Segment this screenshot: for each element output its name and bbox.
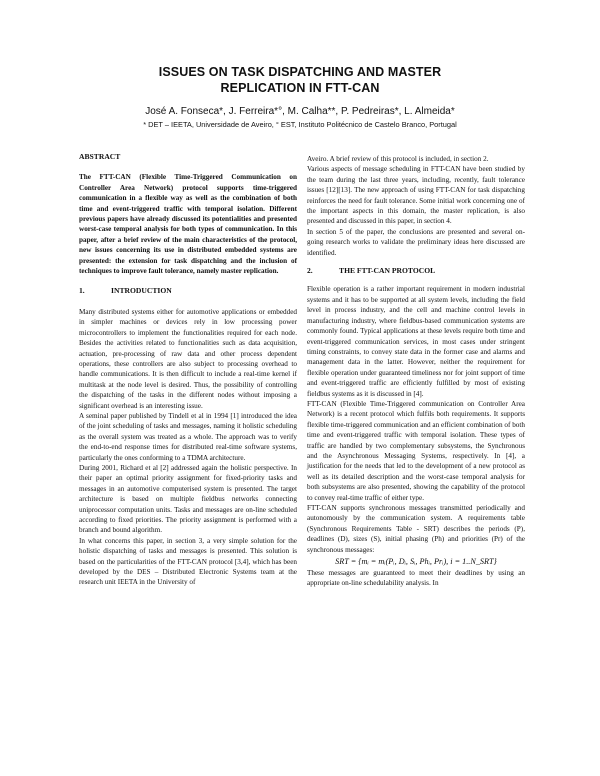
left-column xyxy=(79,152,297,588)
protocol-paragraph-1: Flexible operation is a rather important requirement in modern industrial systems and it has to be supported at all system levels, including the field level in process industry, and the cell and machine control levels in manufacturing industry, where fieldbus-based communication systems are commonly found. Typical applications at these levels require both time and event-triggered communication services, in most cases under stringent timing constraints, to convey state data in the former case and alarms and management data in the latter. However, neither the requirement for flexible operation under guaranteed timeliness nor for joint support of time and event-triggered traffic are efficiently fulfilled by most of existing fieldbus systems as it is discussed in [4]. xyxy=(307,285,525,398)
title-line-1: ISSUES ON TASK DISPATCHING AND MASTER xyxy=(158,65,442,79)
protocol-paragraph-2: FTT-CAN (Flexible Time-Triggered communication on Controller Area Network) is a recent protocol which fulfils both requirements. It supports flexible time-triggered communication and an efficient combination of both time and event-triggered traffic with temporal isolation. These types of traffic are handled by two complementary subsystems, the Synchronous and the Asynchronous Messaging Systems, respectively. In [4], a justification for the needs that led to the development of a new protocol as well as its detailed description and the worst-case temporal analysis for both subsystems are also presented, showing the capability of the protocol to convey real-time traffic of either type. xyxy=(307,399,525,502)
section-1-heading xyxy=(79,286,297,296)
intro-paragraph-6: Various aspects of message scheduling in FTT-CAN have been studied by the team during the last three years, including, recently, fault tolerance issues [12][13]. The new approach of using FTT-CAN for task dispatching reinforces the need for fault tolerance. Some initial work concerning one of the important aspects in this domain, the master replication, is also presented and discussed in this paper, in section 4. xyxy=(307,165,525,226)
author-list: José A. Fonseca*, J. Ferreira*°, M. Calha**, P. Pedreiras*, L. Almeida* xyxy=(145,106,455,117)
intro-paragraph-3: During 2001, Richard et al [2] addressed again the holistic perspective. In their paper an optimal priority assignment for fixed-priority tasks and messages in an automotive computerised system is presented. The target architecture is based on multiple fieldbus networks connecting uniprocessor computation units. Tasks and messages are on-line scheduled according to fixed priorities. The priority assignment is performed with a branch and bound algorithm. xyxy=(79,463,297,535)
protocol-paragraph-3: FTT-CAN supports synchronous messages transmitted periodically and autonomously by the communication system. A requirements table (Synchronous Requirements Table - SRT) describes the periods (P), deadlines (D), sizes (S), initial phasing (Ph) and priorities (Pr) of the synchronous messages: xyxy=(307,504,525,554)
abstract-heading: ABSTRACT xyxy=(79,152,121,161)
section-2-title: THE FTT-CAN PROTOCOL xyxy=(339,266,436,276)
intro-paragraph-4: In what concerns this paper, in section 3, a very simple solution for the holistic dispatching of tasks and messages is presented. This solution is based on the particularities of the FTT-CAN protocol [3,4], which has been developed by the DES – Distributed Electronic Systems team at the research unit IEETA in the University of xyxy=(79,536,297,587)
section-2-number: 2. xyxy=(307,266,313,276)
section-2-heading xyxy=(307,266,525,276)
srt-equation: SRT = {mᵢ = mᵢ(Pᵢ, Dᵢ, Sᵢ, Phᵢ, Prᵢ), i = 1..N_SRT} xyxy=(335,557,497,567)
right-column xyxy=(307,154,525,589)
title-line-2: REPLICATION IN FTT-CAN xyxy=(220,81,380,95)
intro-paragraph-1: Many distributed systems either for automotive applications or embedded in simpler machines or devices rely in low processing power microcontrollers to implement the functionalities required for each node. Besides the activities related to functionalities such as data acquisition, actuation, pre-processing of raw data and other process dependent operations, these controllers are also subject to processing overhead to handle communications. It is then difficult to include a real-time kernel if multitask at the node level is desired. Thus, the possibility of controlling the dispatching of the tasks in the different nodes without imposing a significant overhead is an interesting issue. xyxy=(79,307,297,410)
protocol-paragraph-4: These messages are guaranteed to meet their deadlines by using an appropriate on-line schedulability analysis. In xyxy=(307,569,525,588)
intro-paragraph-7: In section 5 of the paper, the conclusions are presented and several on-going research works to validate the preliminary ideas here discussed are identified. xyxy=(307,227,525,257)
intro-paragraph-2: A seminal paper published by Tindell et al in 1994 [1] introduced the idea of the joint scheduling of tasks and messages, naming it holistic scheduling as the overall system was treated as a whole. The approach was to verify the end-to-end response times for distributed real-time software systems, particularly the ones conforming to a TDMA architecture. xyxy=(79,411,297,462)
section-1-title: INTRODUCTION xyxy=(111,286,172,296)
section-1-number: 1. xyxy=(79,286,85,296)
abstract-text: The FTT-CAN (Flexible Time-Triggered Communication on Controller Area Network) protocol supports time-triggered communication in a flexible way as well as the combination of both time and event-triggered traffic with temporal isolation. Different previous papers have already discussed its potentialities and presented worst-case temporal analysis for both types of communication. In this paper, after a brief review of the main characteristics of the protocol, new issues concerning its use in distributed embedded systems are presented: the extension for task dispatching and the inclusion of techniques to improve fault tolerance, namely master replication. xyxy=(79,173,297,276)
affiliation: * DET – IEETA, Universidade de Aveiro, ° EST, Instituto Politécnico de Castelo Branco, Portugal xyxy=(143,120,457,129)
intro-paragraph-5: Aveiro. A brief review of this protocol is included, in section 2. xyxy=(307,155,489,163)
paper-title xyxy=(60,64,540,96)
